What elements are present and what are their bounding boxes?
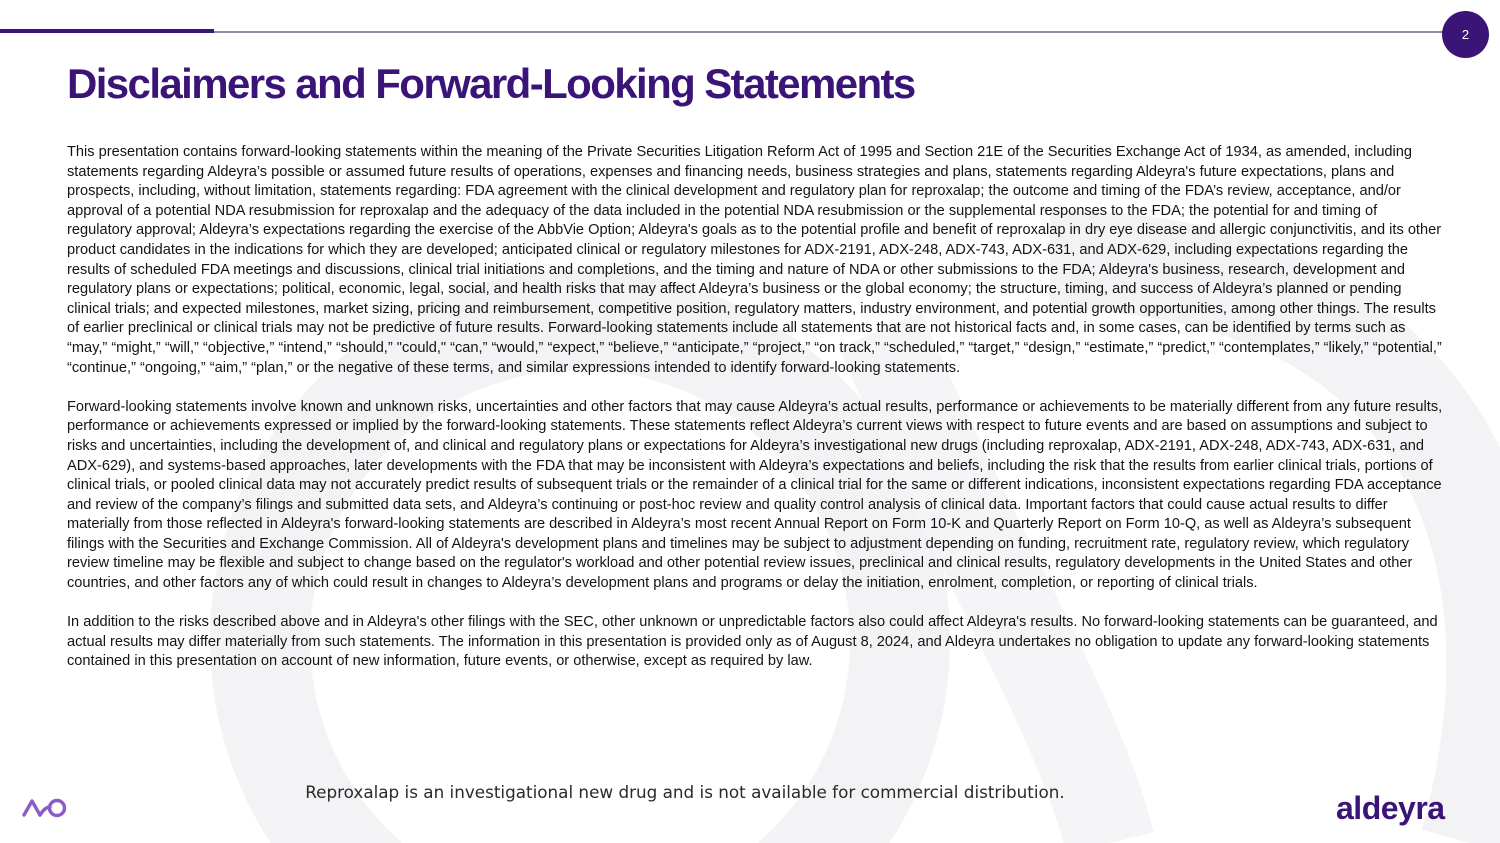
investigational-drug-note: Reproxalap is an investigational new drug and is not available for commercial distribution. xyxy=(305,782,1065,802)
header-accent-bar xyxy=(0,29,214,33)
disclaimer-paragraph-2: Forward-looking statements involve known and unknown risks, uncertainties and other factors that may cause Aldeyra’s actual results, performance or achievements to be materially different from any future results, performance or achievements expressed or implied by the forward-looking statements. These statements reflect Aldeyra’s current views with respect to future events and are based on assumptions and subject to risks and uncertainties, including the development of, and clinical and regulatory plans or expectations for Aldeyra’s investigational new drugs (including reproxalap, ADX-2191, ADX-248, ADX-743, ADX-631, and ADX-629), and systems-based approaches, later developments with the FDA that may be inconsistent with Aldeyra’s expectations and beliefs, including the risk that the results from earlier clinical trials, portions of clinical trials, or pooled clinical data may not accurately predict results of subsequent trials or the remainder of a clinical trial for the same or different indications, inconsistent expectations regarding FDA acceptance and review of the company’s filings and submitted data sets, and Aldeyra’s continuing or post-hoc review and quality control analysis of clinical data. Important factors that could cause actual results to differ materially from those reflected in Aldeyra's forward-looking statements are described in Aldeyra’s most recent Annual Report on Form 10-K and Quarterly Report on Form 10-Q, as well as Aldeyra’s subsequent filings with the Securities and Exchange Commission. All of Aldeyra's development plans and timelines may be subject to adjustment depending on funding, recruitment rate, regulatory review, which regulatory review timeline may be flexible and subject to change based on the regulator's workload and other potential review issues, preclinical and clinical results, regulatory developments in the United States and other countries, and other factors any of which could result in changes to Aldeyra’s development plans and programs or delay the initiation, enrolment, completion, or reporting of clinical trials. xyxy=(67,398,1443,592)
aldeyra-logo-text: aldeyra xyxy=(1336,790,1445,826)
disclaimer-paragraph-3: In addition to the risks described above and in Aldeyra's other filings with the SEC, other unknown or unpredictable factors also could affect Aldeyra's results. No forward-looking statements can be guaranteed, and actual results may differ materially from such statements. The information in this presentation is provided only as of August 8, 2024, and Aldeyra undertakes no obligation to update any forward-looking statements contained in this presentation on account of new information, future events, or otherwise, except as required by law. xyxy=(67,614,1438,670)
disclaimer-body xyxy=(67,143,1445,672)
aldeyra-logo xyxy=(1334,786,1466,830)
disclaimer-paragraph-1: This presentation contains forward-looking statements within the meaning of the Private Securities Litigation Reform Act of 1995 and Section 21E of the Securities Exchange Act of 1934, as amended, including statements regarding Aldeyra’s possible or assumed future results of operations, expenses and financing needs, business strategies and plans, statements regarding Aldeyra's future expectations, plans and prospects, including, without limitation, statements regarding: FDA agreement with the clinical development and regulatory plan for reproxalap; the outcome and timing of the FDA’s review, acceptance, and/or approval of a potential NDA resubmission for reproxalap and the adequacy of the data included in the potential NDA resubmission or the supplemental responses to the FDA; the potential for and timing of regulatory approval; Aldeyra’s expectations regarding the exercise of the AbbVie Option; Aldeyra's goals as to the potential profile and benefit of reproxalap in dry eye disease and allergic conjunctivitis, and its other product candidates in the indications for which they are developed; anticipated clinical or regulatory milestones for ADX-2191, ADX-248, ADX-743, ADX-631, and ADX-629, including expectations regarding the results of scheduled FDA meetings and discussions, clinical trial initiations and completions, and the timing and nature of NDA or other submissions to the FDA; Aldeyra's business, research, development and regulatory plans or expectations; political, economic, legal, social, and health risks that may affect Aldeyra’s business or the global economy; the structure, timing, and success of Aldeyra’s planned or pending clinical trials; and expected milestones, market sizing, pricing and reimbursement, competitive position, regulatory matters, industry environment, and potential growth opportunities, among other things. The results of earlier preclinical or clinical trials may not be predictive of future results. Forward-looking statements include all statements that are not historical facts and, in some cases, can be identified by terms such as “may,” “might,” “will,” “objective,” “intend,” “should,” "could," “can,” “would,” “expect,” “believe,” “anticipate,” “project,” “on track,” “scheduled,” “target,” “design,” “estimate,” “predict,” “contemplates,” “likely,” “potential,” “continue,” “ongoing,” “aim,” “plan,” or the negative of these terms, and similar expressions intended to identify forward-looking statements. xyxy=(67,144,1442,376)
header-rule xyxy=(0,31,1444,33)
page-number-badge: 2 xyxy=(1442,11,1489,58)
page-title: Disclaimers and Forward-Looking Statements xyxy=(67,60,915,107)
